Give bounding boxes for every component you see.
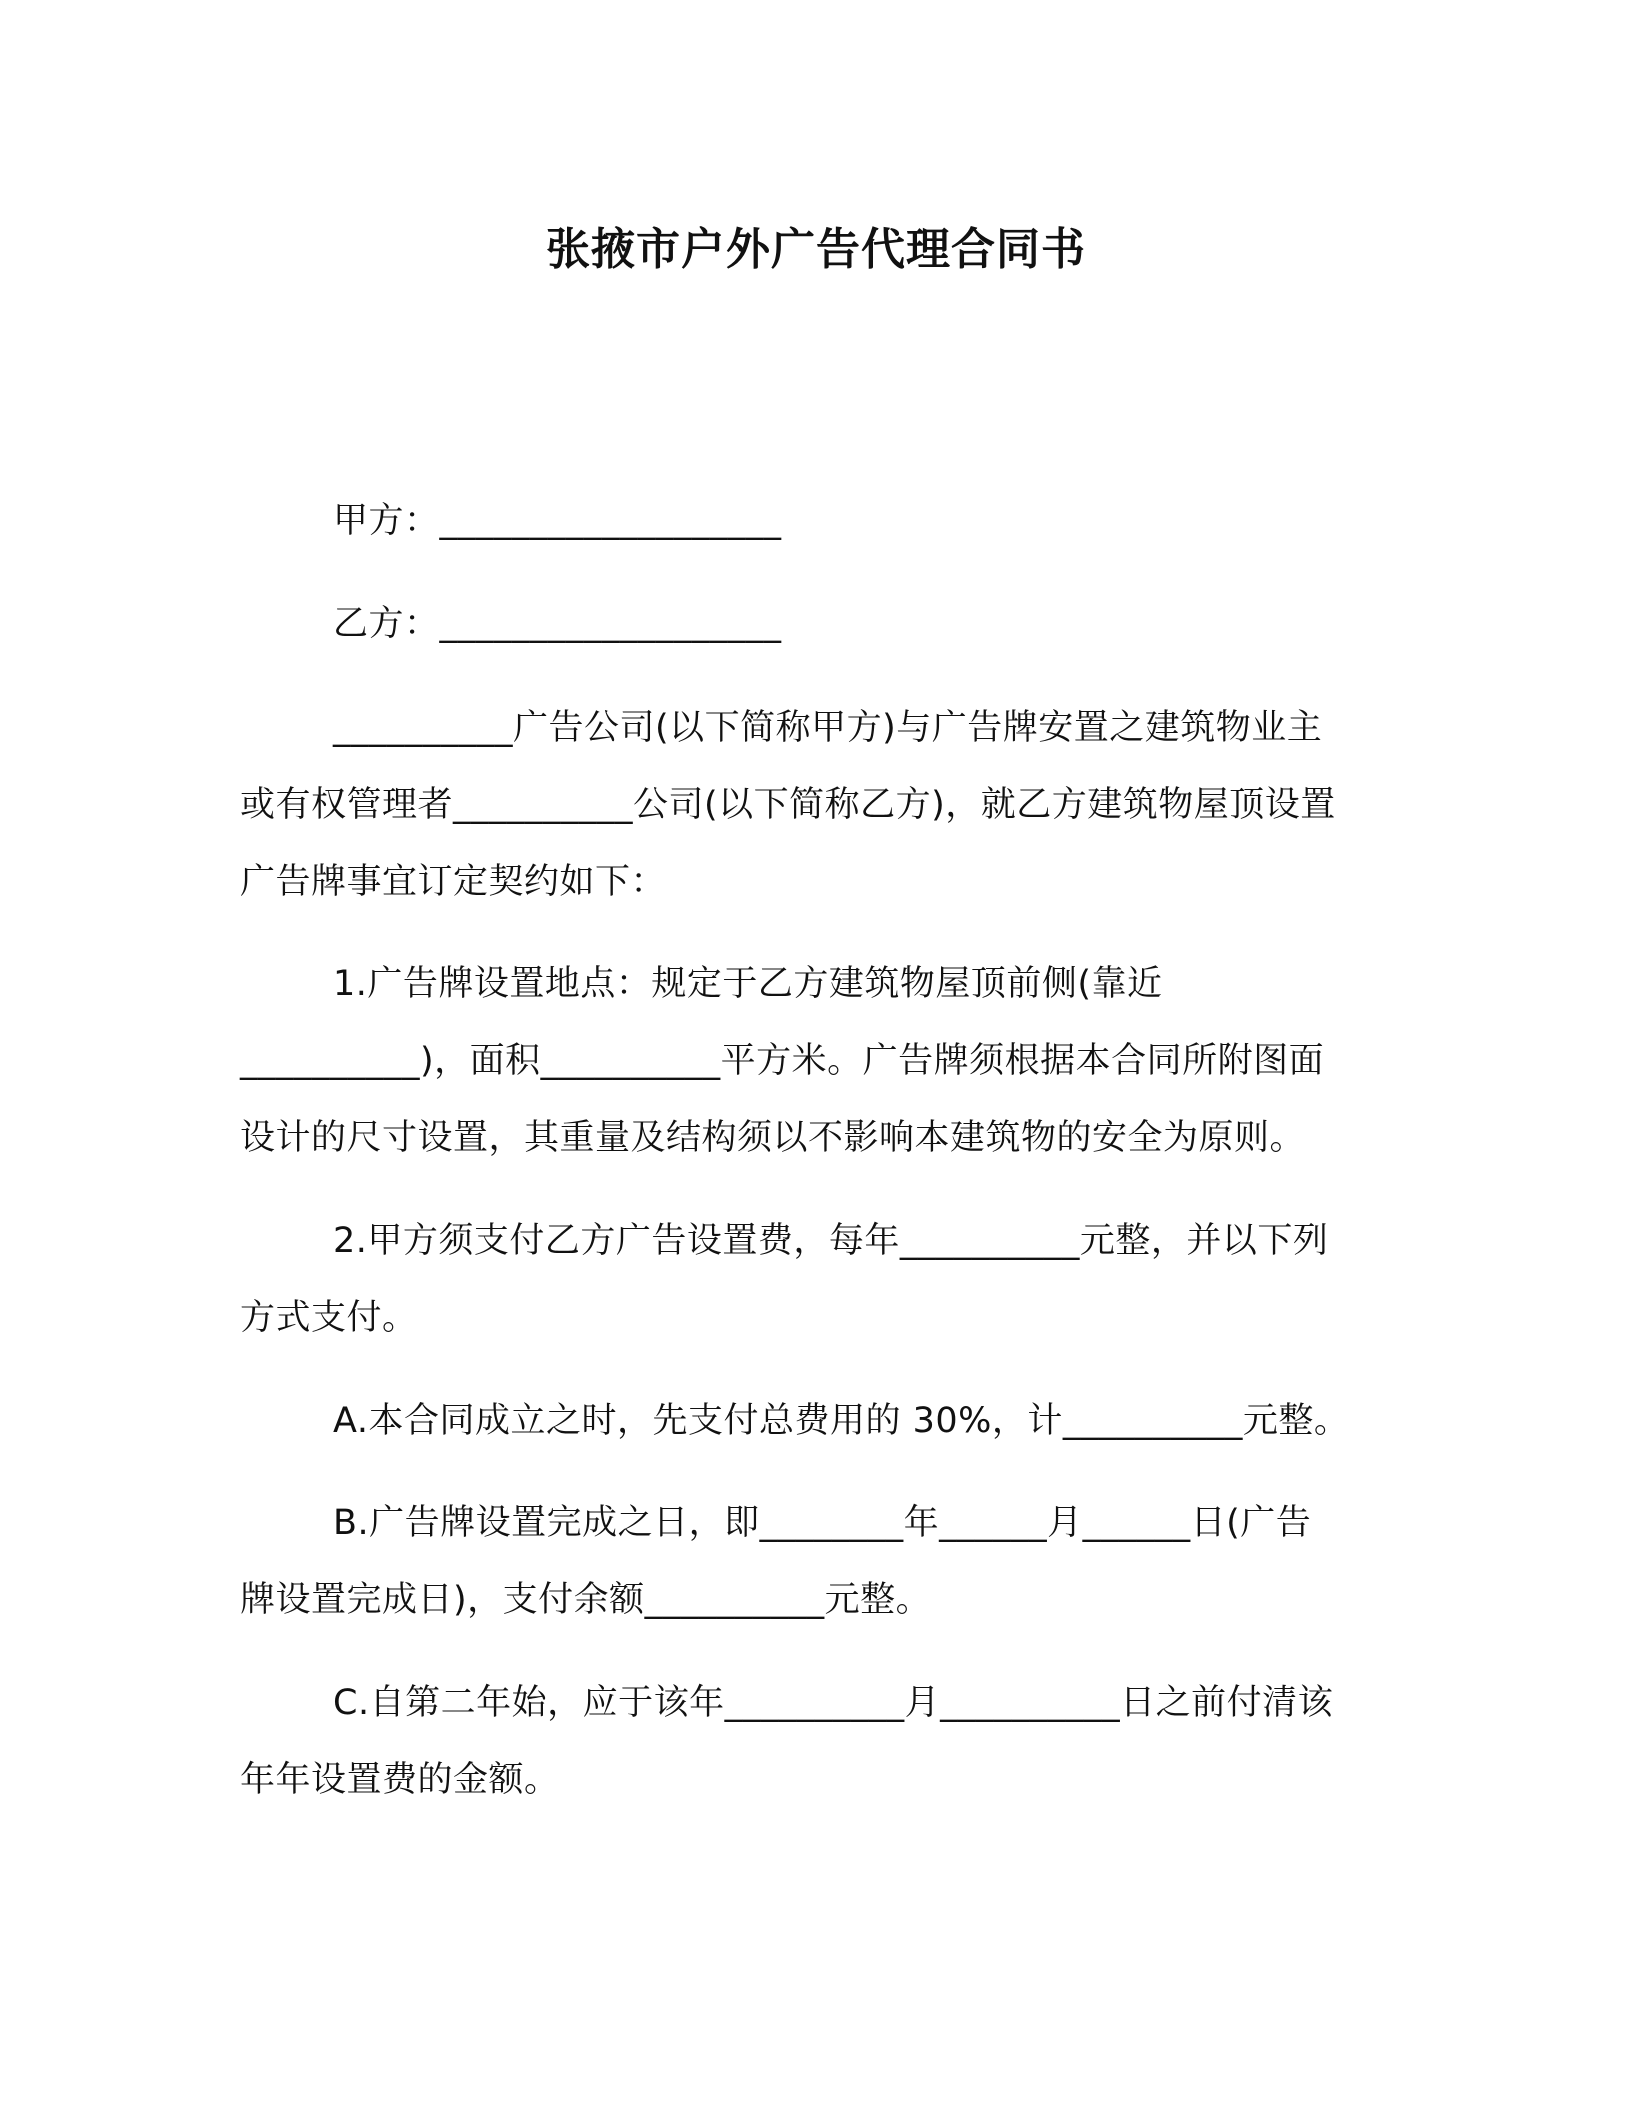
clause-c-line-1: C.自第二年始，应于该年__________月__________日之前付清该 bbox=[333, 1683, 1334, 1723]
clause-a-line-1: A.本合同成立之时，先支付总费用的 30%，计__________元整。 bbox=[333, 1401, 1350, 1441]
document-title: 张掖市户外广告代理合同书 bbox=[546, 224, 1086, 275]
party-a-line: 甲方：___________________ bbox=[333, 501, 782, 541]
party-b-line: 乙方：___________________ bbox=[333, 604, 782, 644]
clause-b-line-1: B.广告牌设置完成之日，即________年______月______日(广告 bbox=[333, 1503, 1312, 1543]
clause-1-line-2: __________)，面积__________平方米。广告牌须根据本合同所附图面 bbox=[240, 1041, 1325, 1081]
intro-line-2: 或有权管理者__________公司(以下简称乙方)，就乙方建筑物屋顶设置 bbox=[240, 785, 1336, 825]
clause-1-line-1: 1.广告牌设置地点：规定于乙方建筑物屋顶前侧(靠近 bbox=[333, 964, 1163, 1004]
clause-2-line-2: 方式支付。 bbox=[240, 1298, 418, 1338]
clause-1-line-3: 设计的尺寸设置，其重量及结构须以不影响本建筑物的安全为原则。 bbox=[240, 1118, 1306, 1158]
clause-b-line-2: 牌设置完成日)，支付余额__________元整。 bbox=[240, 1580, 932, 1620]
clause-c-line-2: 年年设置费的金额。 bbox=[240, 1760, 560, 1800]
clause-2-line-1: 2.甲方须支付乙方广告设置费，每年__________元整，并以下列 bbox=[333, 1221, 1329, 1261]
intro-line-1: __________广告公司(以下简称甲方)与广告牌安置之建筑物业主 bbox=[333, 708, 1323, 748]
intro-line-3: 广告牌事宜订定契约如下： bbox=[240, 862, 667, 902]
